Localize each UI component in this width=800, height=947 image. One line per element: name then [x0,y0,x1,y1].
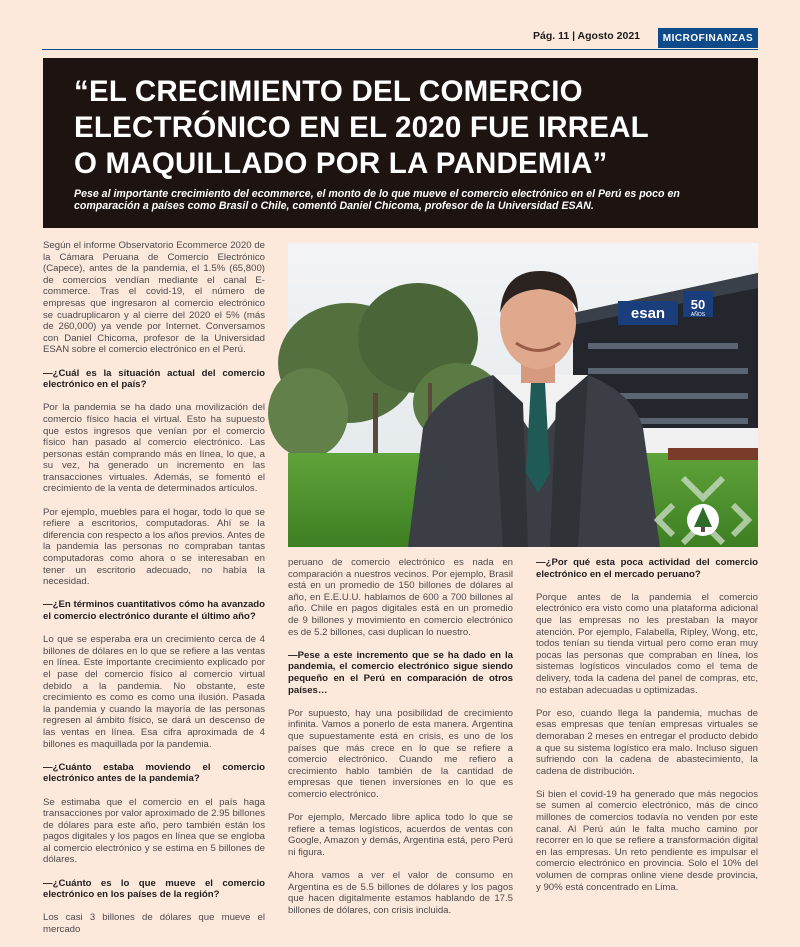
headline-line: “EL CRECIMIENTO DEL COMERCIO [74,75,583,108]
body-paragraph: Se estimaba que el comercio en el país haga transacciones por valor aproximado de 2.95 billones de dólares para este año, pero también están los pagos digitales y los pagos en línea que se engloba al comercio electrónico y se estima en 5 billones de dólares. [43,796,265,866]
body-paragraph: Por supuesto, hay una posibilidad de crecimiento infinita. Vamos a ponerlo de esta manera. Argentina que supuestamente está en crisis, es uno de los países que más crece en lo que se refiere a comercio electrónico. Cuando me refiero a crecimiento hablo también de la cantidad de empresas que tienen inversiones en lo que es comercio electrónico. [288,707,513,800]
interview-question: —Pese a este incremento que se ha dado en la pandemia, el comercio electrónico sigue siendo pequeño en el Perú en comparación de otros países… [288,649,513,696]
body-paragraph: peruano de comercio electrónico es nada en comparación a nuestros vecinos. Por ejemplo, Brasil está en un promedio de 150 billones de dólares al año, en E.E.U.U. hablamos de 600 a 700 billones al año. Chile en pagos digitales está en un promedio de 9 billones y movimiento en comercio electrónico es de 5.2 billones, casi duplican lo nuestro. [288,557,513,638]
column-3 [536,557,758,905]
column-2 [288,557,513,928]
interview-question: —¿Cuál es la situación actual del comercio electrónico en el país? [43,367,265,391]
anniversary-sub: AÑOS [690,312,706,318]
esan-sign: esan [630,305,666,322]
body-paragraph: Si bien el covid-19 ha generado que más negocios se sumen al comercio electrónico, más de cinco millones de comercios todavía no venden por este canal. Al Perú aún le falta mucho camino por recorrer en lo que se refiere a transformación digital en las empresas. Un reto pendiente es impulsar el comercio electrónico en provincia. Solo el 10% del volumen de compras online viene desde provincia, y 90% está concentrado en Lima. [536,788,758,893]
body-paragraph: Por la pandemia se ha dado una movilización del comercio físico hacia el virtual. Esto ha supuesto que estos ingresos que venían por el comercio físico han pasado al comercio electrónico. Las personas están comprando más en línea, lo que, a su vez, ha generado un incremento en las transacciones virtuales. Además, se fomentó el crecimiento de la venta de determinados artículos. [43,402,265,495]
headline-line: O MAQUILLADO POR LA PANDEMIA” [74,147,608,180]
page-info: Pág. 11 | Agosto 2021 [532,30,640,42]
page-header [42,26,758,50]
interview-question: —¿Cuánto estaba moviendo el comercio electrónico antes de la pandemia? [43,761,265,785]
column-1 [43,240,265,947]
photo-daniel-chicoma [288,243,758,547]
headline [74,74,728,182]
body-paragraph: Porque antes de la pandemia el comercio electrónico era visto como una plataforma adicional que las empresas no les prestaban la mayor atención. Por ejemplo, Falabella, Ripley, Wong, etc, todos tenían su tienda virtual pero como eran muy pocas las personas que compraban en línea, los sistemas logísticos vinculados como el tema de delivery, toda la cadena del panel de compras, etc, no estaban adecuadas u optimizadas. [536,591,758,696]
interview-question: —¿Por qué esta poca actividad del comercio electrónico en el mercado peruano? [536,557,758,580]
body-paragraph: Los casi 3 billones de dólares que mueve el mercado [43,912,265,936]
interview-question: —¿Cuánto es lo que mueve el comercio electrónico en los países de la región? [43,877,265,901]
subhead: Pese al importante crecimiento del ecommerce, el monto de lo que mueve el comercio electrónico en el Perú es poco en comparación a países como Brasil o Chile, comentó Daniel Chicoma, profesor de la Universidad ESAN. [74,188,680,212]
body-paragraph: Ahora vamos a ver el valor de consumo en Argentina es de 5.5 billones de dólares y los pagos que hacen digitalmente estamos hablando de 17.5 billones de dólares, con crisis incluida. [288,870,513,916]
body-paragraph: Según el informe Observatorio Ecommerce 2020 de la Cámara Peruana de Comercio Electrónico (Capece), antes de la pandemia, el 1.5% (65,800) de comercios vendían mediante el canal E-commerce. Tras el covid-19, el número de empresas que ingresaron al comercio electrónico se cuadruplicaron y al cierre del 2020 el 5% (más de 260,000) ya vende por Internet. Conversamos con Daniel Chicoma, profesor de la Universidad ESAN sobre el comercio electrónico en el Perú. [43,240,265,356]
body-paragraph: Lo que se esperaba era un crecimiento cerca de 4 billones de dólares en lo que se refiere a las ventas en línea. Este importante crecimiento explicado por el pase del comercio físico al comercio virtual debido a la pandemia. No obstante, este crecimiento es como es como una ilusión. Pasada la pandemia y cuando la mayoría de las personas regresen al ámbito físico, se dará un descenso de las ventas en línea. Esa cifra aproximada de 4 billones es maquillada por la pandemia. [43,634,265,750]
portrait-illustration [288,243,758,547]
body-paragraph: Por ejemplo, muebles para el hogar, todo lo que se refiere a escritorios, computadoras. Ahí se la diferencia con respecto a los años previos. Antes de la pandemia las personas no compraban tantas computadoras como ahora o se interesaban en tener un escritorio adecuado, no había la necesidad. [43,506,265,588]
interview-question: —¿En términos cuantitativos cómo ha avanzado el comercio electrónico durante el último año? [43,599,265,622]
body-paragraph: Por ejemplo, Mercado libre aplica todo lo que se refiere a temas logísticos, acuerdos de ventas con Google, Amazon y demás, Argentina está, pero Perú ni figura. [288,812,513,858]
anniversary-number: 50 [690,297,706,312]
headline-line: ELECTRÓNICO EN EL 2020 FUE IRREAL [74,111,649,144]
brand-badge: MICROFINANZAS [658,28,758,48]
headline-banner [43,58,758,228]
body-paragraph: Por eso, cuando llega la pandemia, muchas de esas empresas que tenían empresas virtuales se demoraban 2 meses en entregar el producto debido a que su sistema logístico era malo. Incluso siguen sufriendo con la cadena de abastecimiento, la cadena de distribución. [536,707,758,777]
